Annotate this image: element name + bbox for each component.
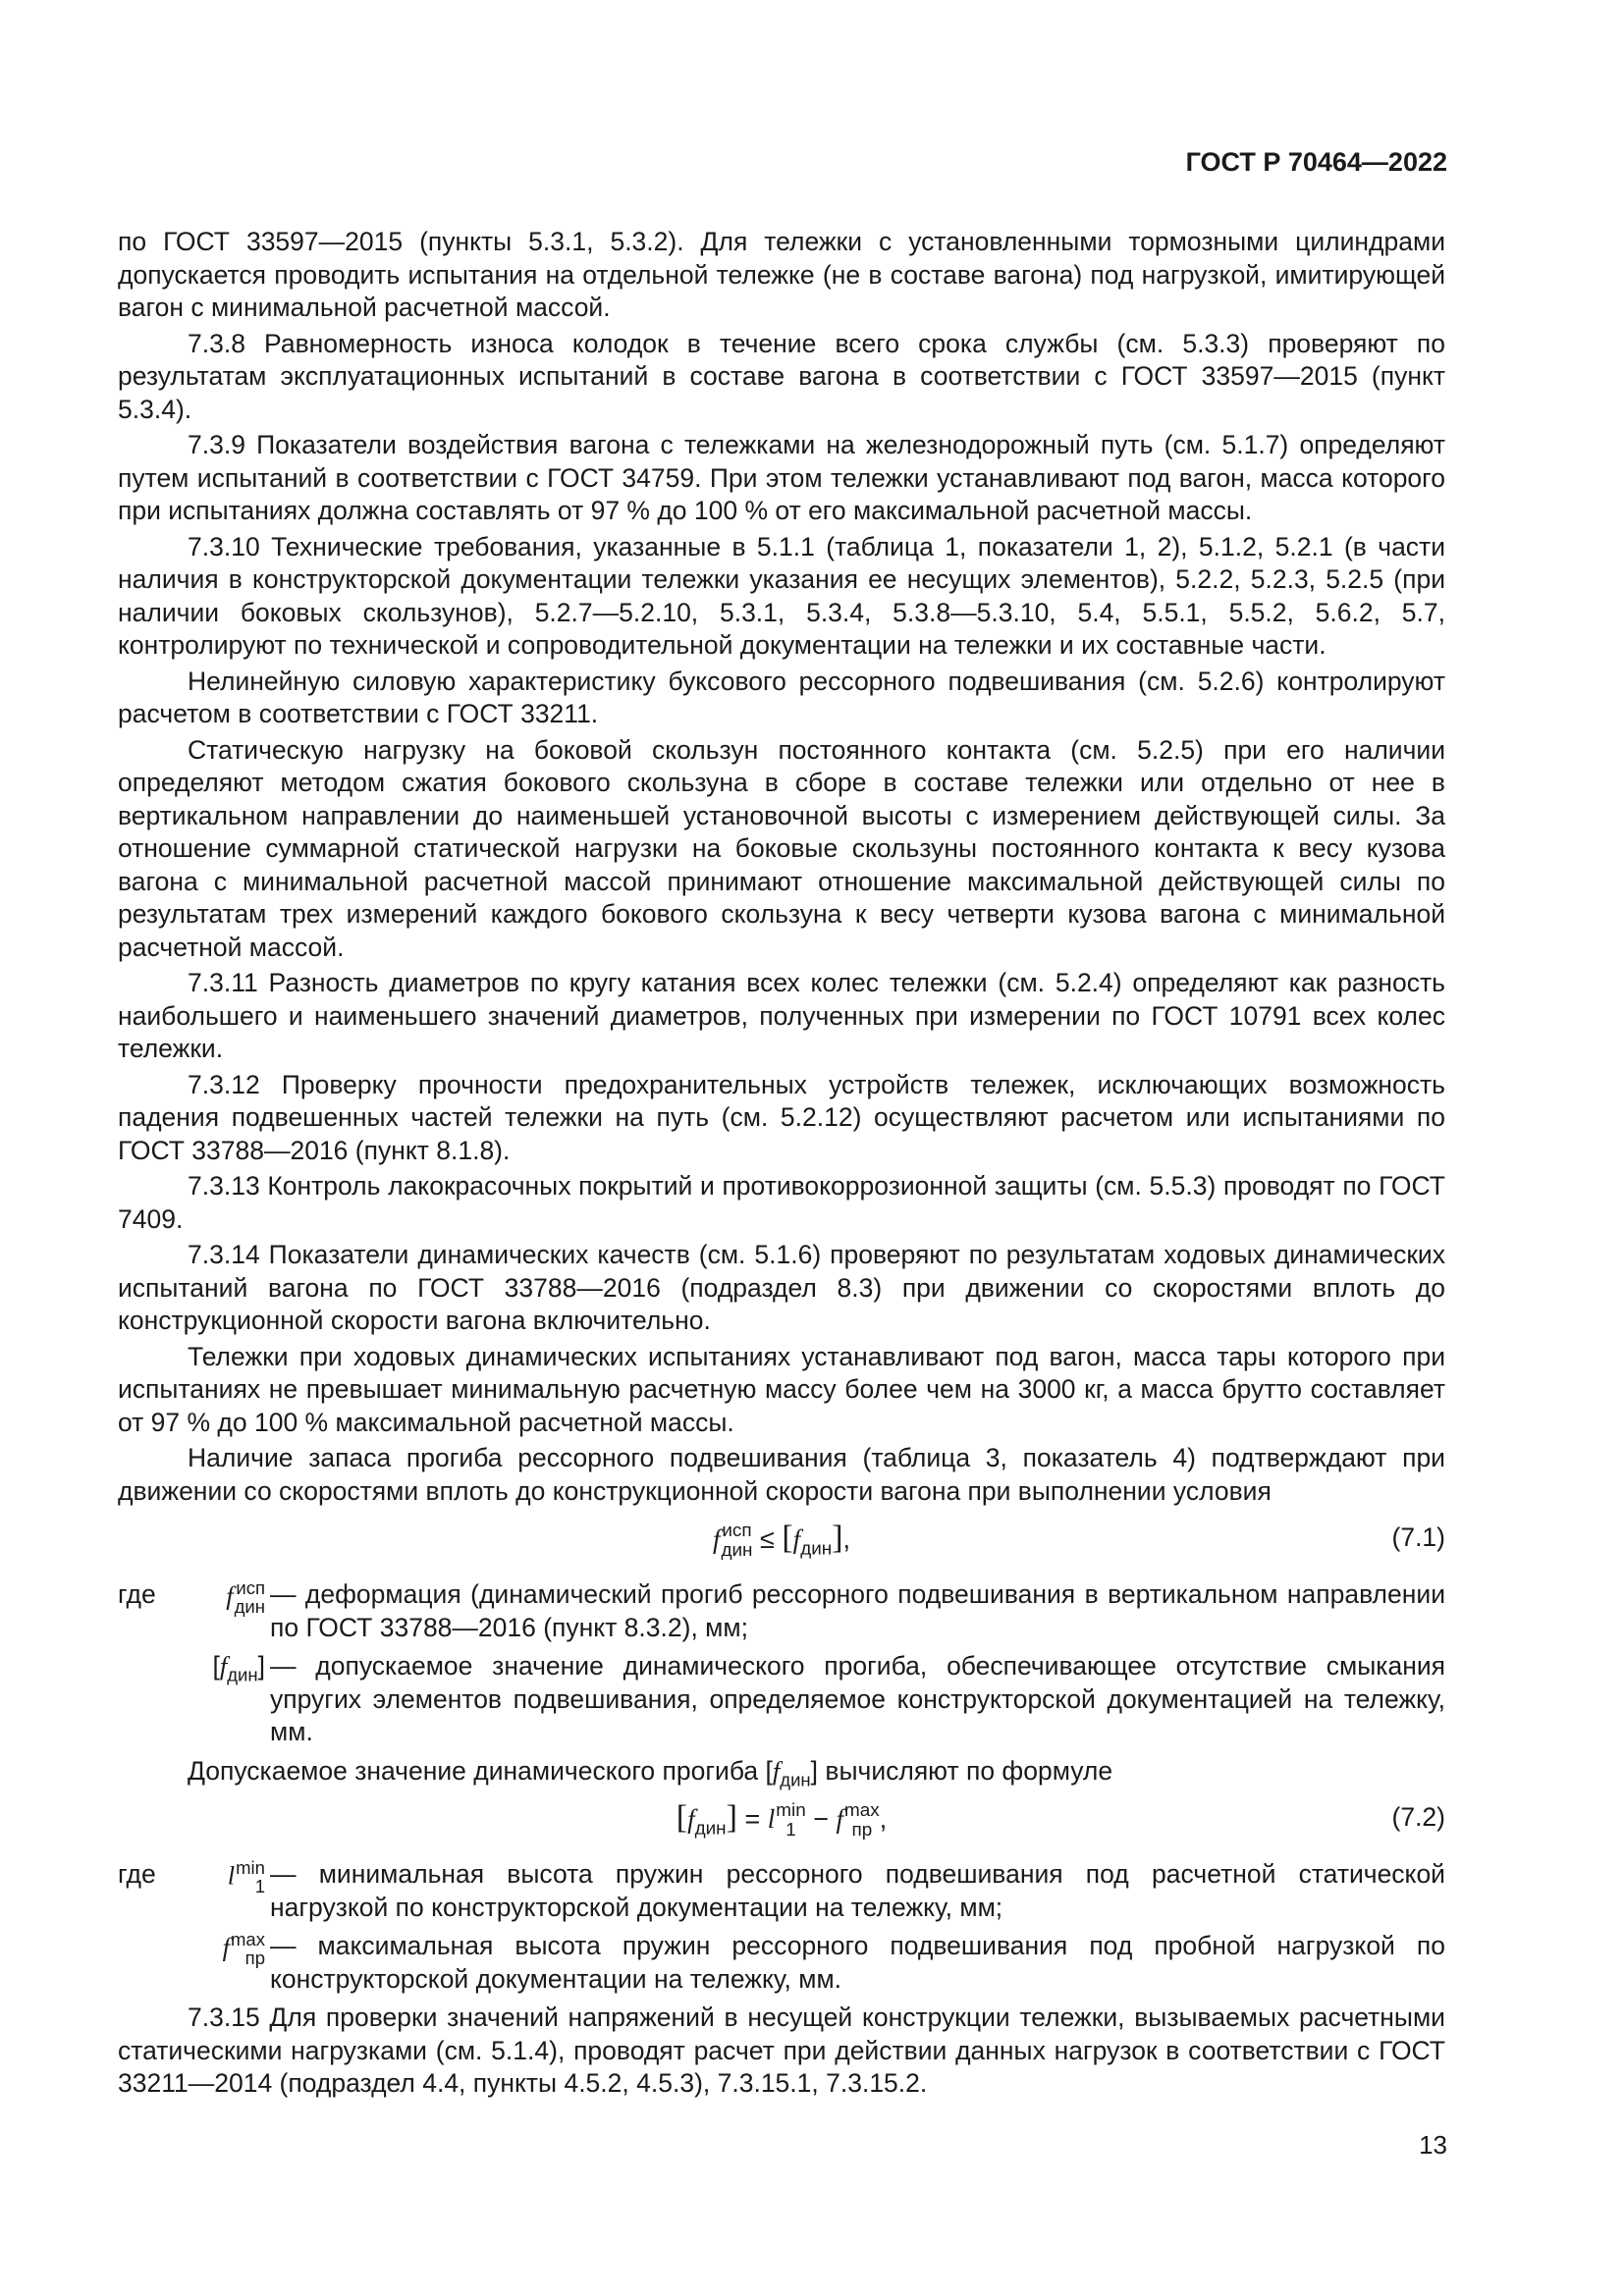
paragraph-continuation: по ГОСТ 33597—2015 (пункты 5.3.1, 5.3.2). Для тележки с установленными тормозными цилиндрами допускается проводить испытания на отдельной тележке (не в составе вагона) под нагрузкой, имитирующей вагон с минимальной расчетной массой. <box>118 227 1445 322</box>
paragraph-allowed-deflection: Допускаемое значение динамического прогиба $[f_{дин}]$ вычисляют по формуле <box>188 1755 1113 1789</box>
paragraph-7-3-12: 7.3.12 Проверку прочности предохранительных устройств тележек, исключающих возможность падения подвешенных частей тележки на путь (см. 5.2.12) осуществляют расчетом или испытаниями по ГОСТ 33788—2016 (пункт 8.1.8). <box>118 1069 1445 1165</box>
definition-f-pr-max: f max пр — максимальная высота пружин рессорного подвешивания под пробной нагрузкой по конструкторской документации на тележку, мм. <box>222 1929 1445 1994</box>
formula-7-1-number: (7.1) <box>1391 1522 1445 1552</box>
definition-f-din-allowed: $[f_{дин}]$ — допускаемое значение динамического прогиба, обеспечивающее отсутствие смыкания упругих элементов подвешивания, определяемое конструкторской документацией на тележку, мм. <box>212 1651 1445 1746</box>
paragraph-7-3-8: 7.3.8 Равномерность износа колодок в течение всего срока службы (см. 5.3.3) проверяют по результатам эксплуатационных испытаний в составе вагона в соответствии с ГОСТ 33597—2015 (пункт 5.3.4). <box>118 328 1445 424</box>
paragraph-nonlinear: Нелинейную силовую характеристику буксового рессорного подвешивания (см. 5.2.6) контролируют расчетом в соответствии с ГОСТ 33211. <box>118 666 1445 728</box>
paragraph-7-3-15: 7.3.15 Для проверки значений напряжений в несущей конструкции тележки, вызываемых расчетными статическими нагрузками (см. 5.1.4), проводят расчет при действии данных нагрузок в соответствии с ГОСТ 33211—2014 (подраздел 4.4, пункты 4.5.2, 4.5.3), 7.3.15.1, 7.3.15.2. <box>118 2002 1445 2098</box>
document-header: ГОСТ Р 70464—2022 <box>1185 147 1447 177</box>
paragraph-7-3-14: 7.3.14 Показатели динамических качеств (см. 5.1.6) проверяют по результатам ходовых динамических испытаний вагона по ГОСТ 33788—2016 (подраздел 8.3) при движении со скоростями вплоть до конструкционной скорости вагона включительно. <box>118 1240 1445 1335</box>
page-number: 13 <box>1419 2130 1447 2160</box>
definition-f-din-isp: где f исп дин — деформация (динамический прогиб рессорного подвешивания в вертикальном направлении по ГОСТ 33788—2016 (пункт 8.3.2), мм; <box>118 1577 1445 1642</box>
formula-7-2-expression: $[f_{дин}] = l$ min 1 − f max пр , <box>676 1799 888 1841</box>
formula-7-2-number: (7.2) <box>1391 1802 1445 1832</box>
definition-l1-min: где l min 1 — минимальная высота пружин рессорного подвешивания под расчетной статической нагрузкой по конструкторской документации на тележку, мм; <box>118 1857 1445 1922</box>
paragraph-7-3-10: 7.3.10 Технические требования, указанные в 5.1.1 (таблица 1, показатели 1, 2), 5.1.2, 5.2.1 (в части наличия в конструкторской документации тележки указания ее несущих элементов), 5.2.2, 5.2.3, 5.2.5 (при наличии боковых скользунов), 5.2.7—5.2.10, 5.3.1, 5.3.4, 5.3.8—5.3.10, 5.4, 5.5.1, 5.5.2, 5.6.2, 5.7, контролируют по технической и сопроводительной документации на тележки и их составные части. <box>118 531 1445 660</box>
paragraph-deflection-reserve: Наличие запаса прогиба рессорного подвешивания (таблица 3, показатель 4) подтверждают при движении со скоростями вплоть до конструкционной скорости вагона при выполнении условия <box>118 1443 1445 1506</box>
paragraph-test-bogies: Тележки при ходовых динамических испытаниях устанавливают под вагон, масса тары которого при испытаниях не превышает минимальную расчетную массу более чем на 3000 кг, а масса брутто составляет от 97 % до 100 % максимальной расчетной массы. <box>118 1341 1445 1437</box>
paragraph-7-3-11: 7.3.11 Разность диаметров по кругу катания всех колес тележки (см. 5.2.4) определяют как разность наибольшего и наименьшего значений диаметров, полученных при измерении по ГОСТ 10791 всех колес тележки. <box>118 968 1445 1063</box>
paragraph-7-3-9: 7.3.9 Показатели воздействия вагона с тележками на железнодорожный путь (см. 5.1.7) определяют путем испытаний в соответствии с ГОСТ 34759. При этом тележки устанавливают под вагон, масса которого при испытаниях должна составлять от 97 % до 100 % от его максимальной расчетной массы. <box>118 430 1445 525</box>
paragraph-7-3-13: 7.3.13 Контроль лакокрасочных покрытий и противокоррозионной защиты (см. 5.5.3) проводят по ГОСТ 7409. <box>118 1171 1445 1234</box>
formula-7-1 <box>118 1514 1445 1571</box>
formula-7-2 <box>118 1793 1445 1850</box>
formula-7-1-expression: f исп дин ≤ $[f_{дин}]$, <box>712 1520 851 1561</box>
paragraph-static-load: Статическую нагрузку на боковой скользун постоянного контакта (см. 5.2.5) при его наличии определяют методом сжатия бокового скользуна в сборе в составе тележки или отдельно от нее в вертикальном направлении до наименьшей установочной высоты с измерением действующей силы. За отношение суммарной статической нагрузки на боковые скользуны постоянного контакта к весу кузова вагона с минимальной расчетной массой принимают отношение максимальной действующей силы по результатам трех измерений каждого бокового скользуна к весу четверти кузова вагона с минимальной расчетной массой. <box>118 734 1445 962</box>
document-body <box>118 226 1445 2104</box>
